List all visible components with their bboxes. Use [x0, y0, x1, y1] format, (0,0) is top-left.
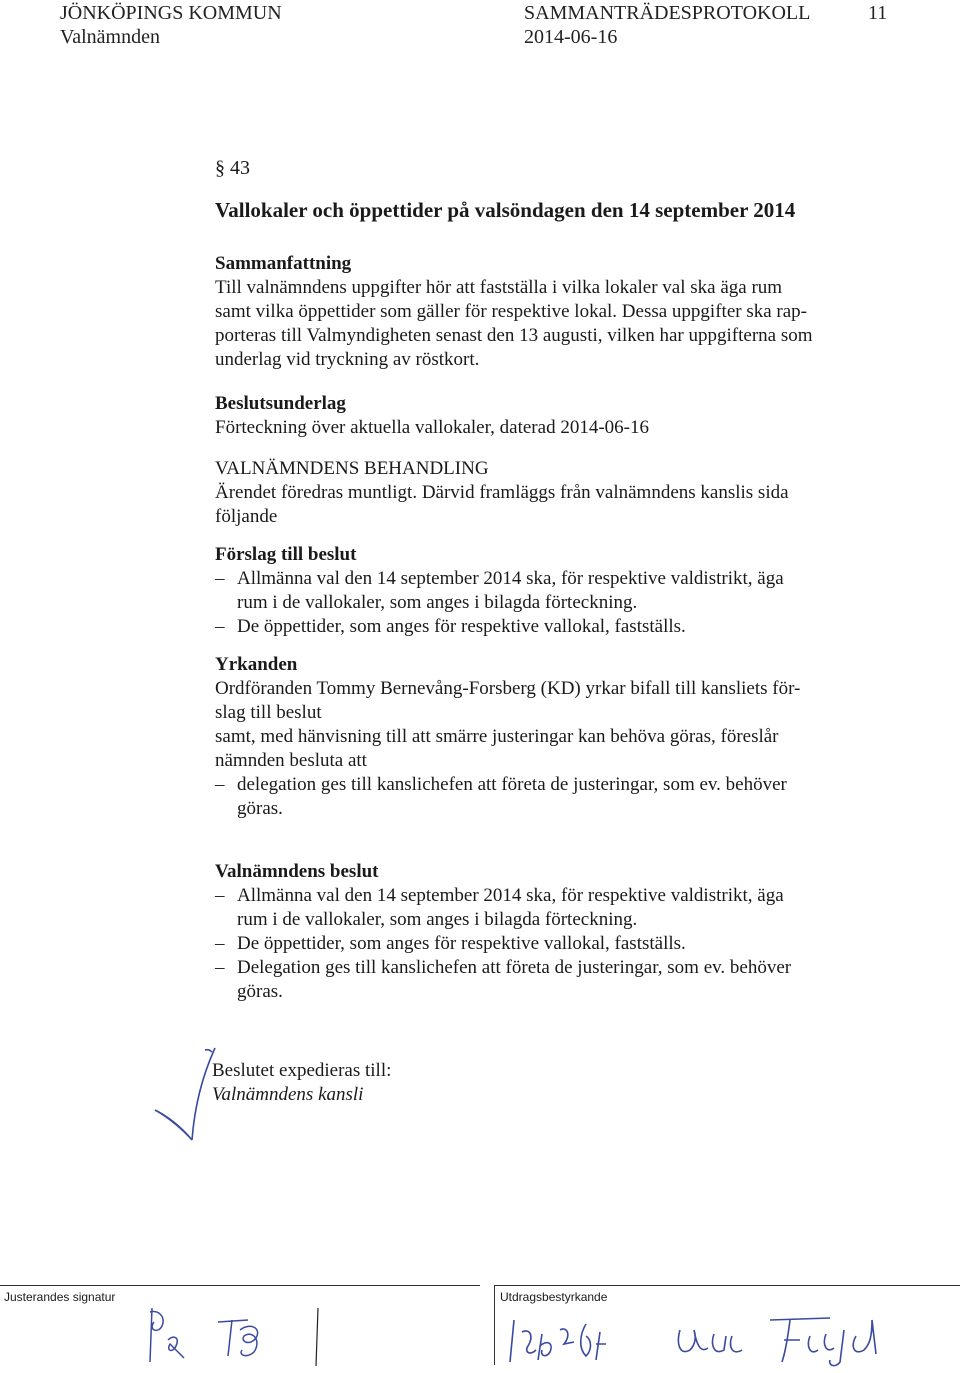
footer-rule-right: [494, 1285, 960, 1286]
decision-item: [215, 956, 895, 1004]
adjusters-signature-label: Justerandes signatur: [4, 1290, 116, 1304]
meeting-date: 2014-06-16: [524, 26, 618, 48]
dash-bullet: –: [215, 568, 225, 589]
decision-item-line: Delegation ges till kanslichefen att företa de justeringar, som ev. behöver: [237, 957, 792, 978]
section-title: Vallokaler och öppettider på valsöndagen den 14 september 2014: [215, 198, 796, 222]
motions-block: [215, 653, 895, 821]
handling-line: följande: [215, 506, 278, 527]
decision-item-line: De öppettider, som anges för respektive vallokal, fastställs.: [237, 933, 686, 954]
handling-block: [215, 457, 895, 529]
extract-handwriting-text: [600, 1355, 607, 1356]
summary-line: Till valnämndens uppgifter hör att fastställa i vilka lokaler val ska äga rum: [215, 277, 783, 298]
municipality-name: JÖNKÖPINGS KOMMUN: [60, 2, 282, 24]
dash-bullet: –: [215, 885, 225, 906]
proposal-item-line: De öppettider, som anges för respektive vallokal, fastställs.: [237, 616, 686, 637]
decision-heading: Valnämndens beslut: [215, 861, 379, 882]
motions-item-line: delegation ges till kanslichefen att företa de justeringar, som ev. behöver: [237, 774, 787, 795]
summary-line: porteras till Valmyndigheten senast den 13 augusti, vilken har uppgifterna som: [215, 325, 813, 346]
proposal-item: [215, 567, 895, 615]
summary-line: samt vilka öppettider som gäller för respektive lokal. Dessa uppgifter ska rap-: [215, 301, 807, 322]
basis-text: Förteckning över aktuella vallokaler, daterad 2014-06-16: [215, 417, 649, 438]
dispatch-recipient: Valnämndens kansli: [212, 1084, 364, 1105]
extract-signature-icon: [500, 1300, 930, 1370]
handling-heading: VALNÄMNDENS BEHANDLING: [215, 458, 489, 479]
motions-item-line: göras.: [237, 798, 283, 819]
section-number: § 43: [215, 157, 250, 179]
page-number: 11: [868, 2, 888, 24]
summary-block: [215, 252, 895, 372]
motions-item: [215, 773, 895, 821]
dash-bullet: –: [215, 933, 225, 954]
proposal-item: [215, 615, 895, 639]
dash-bullet: –: [215, 774, 225, 795]
handling-line: Ärendet föredras muntligt. Därvid framläggs från valnämndens kanslis sida: [215, 482, 789, 503]
footer-rule-left: [0, 1285, 480, 1286]
proposal-item-line: rum i de vallokaler, som anges i bilagda förteckning.: [237, 592, 638, 613]
proposal-heading: Förslag till beslut: [215, 544, 357, 565]
extract-certification-label: Utdragsbestyrkande: [500, 1290, 608, 1304]
decision-item: [215, 884, 895, 932]
document-type: SAMMANTRÄDESPROTOKOLL: [524, 2, 811, 24]
motions-line: samt, med hänvisning till att smärre justeringar kan behöva göras, föreslår: [215, 726, 779, 747]
proposal-item-line: Allmänna val den 14 september 2014 ska, för respektive valdistrikt, äga: [237, 568, 784, 589]
summary-line: underlag vid tryckning av röstkort.: [215, 349, 480, 370]
proposal-block: [215, 543, 895, 639]
dash-bullet: –: [215, 616, 225, 637]
motions-line: slag till beslut: [215, 702, 322, 723]
decision-block: [215, 860, 895, 1004]
decision-item-line: göras.: [237, 981, 283, 1002]
motions-line: nämnden besluta att: [215, 750, 367, 771]
decision-item-line: rum i de vallokaler, som anges i bilagda förteckning.: [237, 909, 638, 930]
decision-item-line: Allmänna val den 14 september 2014 ska, för respektive valdistrikt, äga: [237, 885, 784, 906]
dispatch-label: Beslutet expedieras till:: [212, 1060, 392, 1081]
motions-heading: Yrkanden: [215, 654, 298, 675]
decision-item: [215, 932, 895, 956]
basis-block: [215, 392, 895, 440]
summary-heading: Sammanfattning: [215, 253, 352, 274]
dash-bullet: –: [215, 957, 225, 978]
footer-divider: [494, 1285, 495, 1365]
motions-line: Ordföranden Tommy Bernevång-Forsberg (KD) yrkar bifall till kansliets för-: [215, 678, 801, 699]
basis-heading: Beslutsunderlag: [215, 393, 346, 414]
committee-name: Valnämnden: [60, 26, 160, 48]
adjuster-signatures-icon: [140, 1300, 330, 1370]
